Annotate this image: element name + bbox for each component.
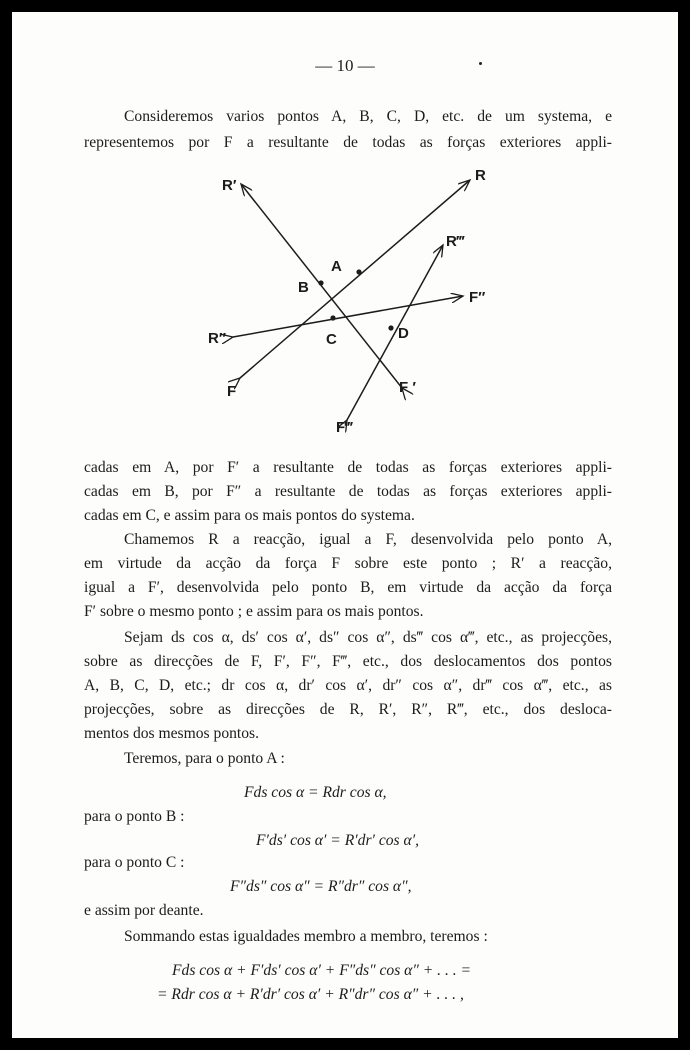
paragraph4-line-4: projecções, sobre as direcções de R, R′, R″, R‴, etc., dos desloca-: [84, 701, 612, 718]
paragraph3-line-4: F′ sobre o mesmo ponto ; e assim para os mais pontos.: [84, 603, 424, 620]
equation-1: Fds cos α = Rdr cos α,: [244, 784, 387, 801]
label-D: D: [398, 325, 409, 342]
para-ponto-C: para o ponto C :: [84, 854, 185, 871]
paragraph3-line-2: em virtude da acção da força F sobre este ponto ; R′ a reacção,: [84, 555, 612, 572]
label-R-double: R″: [208, 330, 227, 347]
label-F-double: F″: [469, 289, 486, 306]
equation-4: Fds cos α + F′ds′ cos α′ + F″ds″ cos α″ + . . . =: [172, 962, 472, 979]
assim-por-deante: e assim por deante.: [84, 902, 204, 919]
paragraph1-line-1: Consideremos varios pontos A, B, C, D, etc. de um systema, e: [124, 108, 612, 125]
point-C: [330, 315, 335, 320]
label-C: C: [326, 331, 337, 348]
point-D: [388, 325, 393, 330]
label-F-triple: F‴: [336, 419, 353, 436]
teremos-ponto-A: Teremos, para o ponto A :: [124, 750, 285, 767]
label-F: F: [227, 383, 237, 400]
point-B: [318, 280, 323, 285]
paragraph4-line-3: A, B, C, D, etc.; dr cos α, dr′ cos α′, dr″ cos α″, dr‴ cos α‴, etc., as: [84, 677, 612, 694]
para-ponto-B: para o ponto B :: [84, 808, 185, 825]
equation-2: F′ds′ cos α′ = R′dr′ cos α′,: [256, 832, 420, 849]
line-F-R: [240, 180, 470, 378]
paragraph2-line-2: cadas em B, por F″ a resultante de todas as forças exteriores appli-: [84, 483, 612, 500]
line-R-prime-F-prime: [241, 184, 402, 388]
label-R-prime: R′: [222, 177, 237, 194]
paragraph2-line-1: cadas em A, por F′ a resultante de todas as forças exteriores appli-: [84, 459, 612, 476]
label-R-triple: R‴: [446, 233, 465, 250]
paragraph4-line-2: sobre as direcções de F, F′, F″, F‴, etc., dos deslocamentos dos pontos: [84, 653, 612, 670]
page-number: — 10 —: [315, 56, 375, 75]
paragraph3-line-1: Chamemos R a reacção, igual a F, desenvolvida pelo ponto A,: [124, 531, 612, 548]
paragraph1-line-2: representemos por F a resultante de todas as forças exteriores appli-: [84, 134, 612, 151]
line-R-double-F-double: [233, 296, 463, 337]
equation-3: F″ds″ cos α″ = R″dr″ cos α″,: [230, 878, 412, 895]
equation-5: = Rdr cos α + R′dr′ cos α′ + R″dr″ cos α″ + . . . ,: [157, 986, 464, 1003]
label-F-prime: F ′: [399, 379, 416, 396]
book-page: [12, 12, 678, 1038]
paragraph4-line-5: mentos dos mesmos pontos.: [84, 725, 260, 742]
label-R: R: [475, 167, 486, 184]
point-A: [356, 269, 361, 274]
paragraph2-line-3: cadas em C, e assim para os mais pontos do systema.: [84, 507, 415, 524]
paragraph3-line-3: igual a F′, desenvolvida pelo ponto B, em virtude da acção da força: [84, 579, 612, 596]
paragraph4-line-1: Sejam ds cos α, ds′ cos α′, ds″ cos α″, ds‴ cos α‴, etc., as projecções,: [124, 629, 612, 646]
sommando-line: Sommando estas igualdades membro a membro, teremos :: [124, 928, 488, 945]
label-A: A: [331, 258, 342, 275]
label-B: B: [298, 279, 309, 296]
